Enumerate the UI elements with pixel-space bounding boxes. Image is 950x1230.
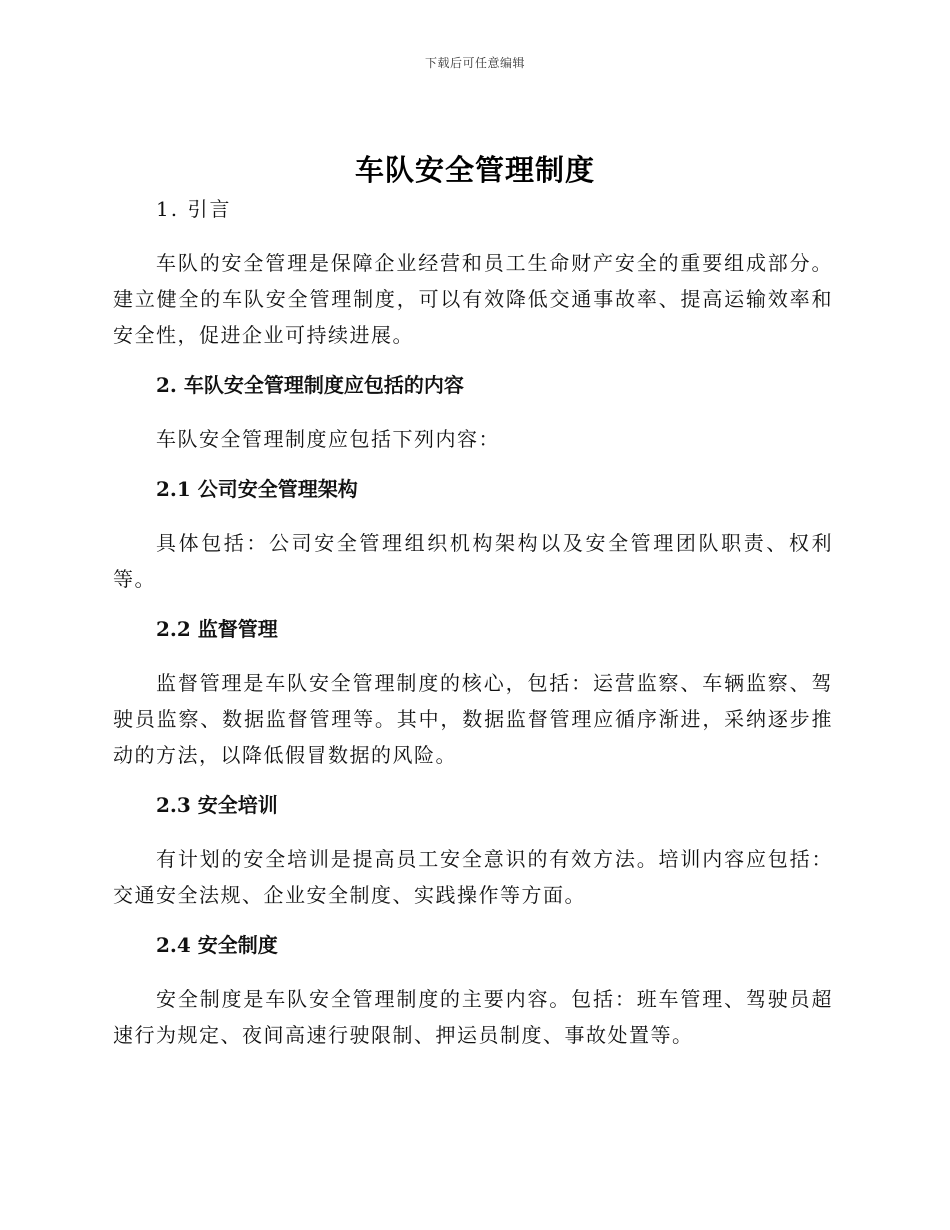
section-heading-2-2: 2.2 监督管理 xyxy=(156,617,278,641)
document-body xyxy=(113,193,833,1053)
section-heading-2-1: 2.1 公司安全管理架构 xyxy=(156,477,358,501)
section-body-2-1: 具体包括：公司安全管理组织机构架构以及安全管理团队职责、权利等。 xyxy=(113,531,833,591)
section-body-contents: 车队安全管理制度应包括下列内容： xyxy=(156,427,500,451)
section-body-2-2: 监督管理是车队安全管理制度的核心，包括：运营监察、车辆监察、驾驶员监察、数据监督管理等。其中，数据监督管理应循序渐进，采纳逐步推动的方法，以降低假冒数据的风险。 xyxy=(113,671,833,767)
section-body-intro: 车队的安全管理是保障企业经营和员工生命财产安全的重要组成部分。建立健全的车队安全管理制度，可以有效降低交通事故率、提高运输效率和安全性，促进企业可持续进展。 xyxy=(113,251,833,347)
section-body-2-4: 安全制度是车队安全管理制度的主要内容。包括：班车管理、驾驶员超速行为规定、夜间高速行驶限制、押运员制度、事故处置等。 xyxy=(113,987,833,1047)
document-title: 车队安全管理制度 xyxy=(354,153,595,187)
section-body-2-3: 有计划的安全培训是提高员工安全意识的有效方法。培训内容应包括：交通安全法规、企业安全制度、实践操作等方面。 xyxy=(113,847,833,907)
section-heading-2-3: 2.3 安全培训 xyxy=(156,793,278,817)
section-heading-intro: 1. 引言 xyxy=(156,197,232,221)
section-heading-contents: 2. 车队安全管理制度应包括的内容 xyxy=(156,373,464,397)
header-note: 下载后可任意编辑 xyxy=(424,56,525,70)
section-heading-2-4: 2.4 安全制度 xyxy=(156,933,278,957)
